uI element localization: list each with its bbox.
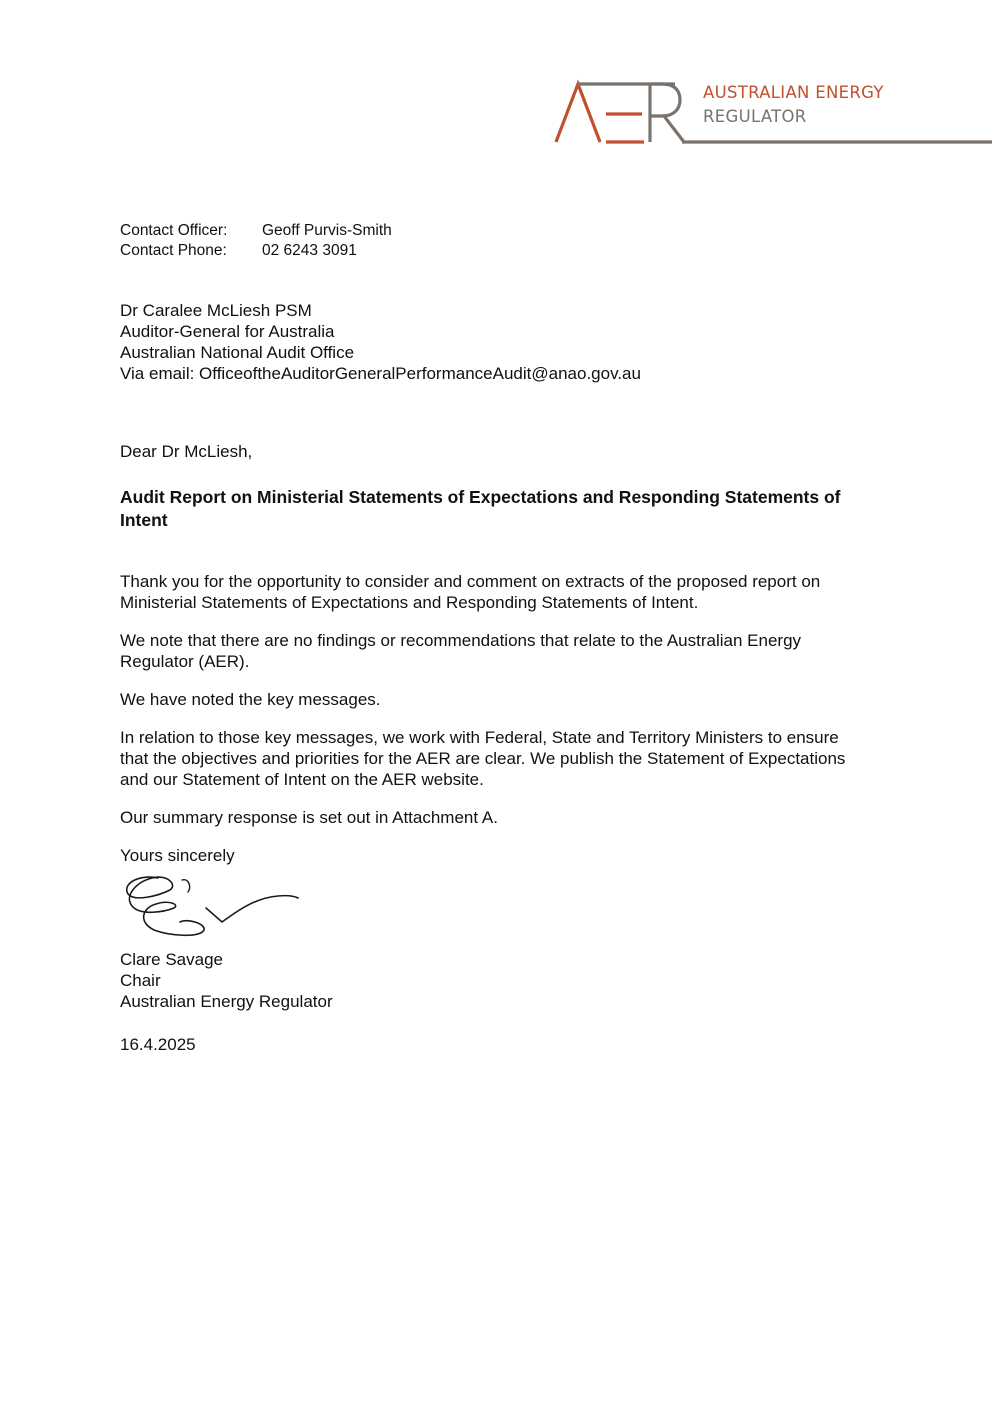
contact-officer-value: Geoff Purvis-Smith <box>262 222 392 239</box>
contact-officer-row <box>120 221 392 241</box>
signature-icon <box>118 866 308 946</box>
org-name-line-1: AUSTRALIAN ENERGY <box>703 83 884 102</box>
contact-phone-label: Contact Phone: <box>120 242 227 259</box>
subject-heading: Audit Report on Ministerial Statements of Expectations and Responding Statements of Intent <box>120 487 841 530</box>
recipient-office: Australian National Audit Office <box>120 343 355 362</box>
recipient-name: Dr Caralee McLiesh PSM <box>120 301 312 320</box>
recipient-title: Auditor-General for Australia <box>120 322 335 341</box>
signatory-organisation: Australian Energy Regulator <box>120 992 333 1011</box>
body-paragraph: Thank you for the opportunity to consider and comment on extracts of the proposed report on Ministerial Statements of Expectations and Responding Statements of Intent. <box>120 572 821 612</box>
org-name-line-2: REGULATOR <box>703 107 807 126</box>
body-paragraph: We have noted the key messages. <box>120 690 381 709</box>
contact-phone-value: 02 6243 3091 <box>262 242 357 259</box>
contact-officer-label: Contact Officer: <box>120 222 228 239</box>
salutation: Dear Dr McLiesh, <box>120 442 253 461</box>
body-paragraph: In relation to those key messages, we work with Federal, State and Territory Ministers to ensure that the objectives and priorities for the AER are clear. We publish the Statement of Expectations and our Statement of Intent on the AER website. <box>120 728 846 789</box>
recipient-address <box>120 300 641 384</box>
recipient-email: Via email: OfficeoftheAuditorGeneralPerformanceAudit@anao.gov.au <box>120 364 641 383</box>
body-paragraph: We note that there are no findings or recommendations that relate to the Australian Energy Regulator (AER). <box>120 631 802 671</box>
contact-block <box>120 221 392 261</box>
letter-date: 16.4.2025 <box>120 1035 196 1054</box>
letter-body <box>120 571 870 883</box>
signatory-role: Chair <box>120 971 161 990</box>
signatory-name: Clare Savage <box>120 950 224 969</box>
closing: Yours sincerely <box>120 846 235 865</box>
org-name <box>703 81 884 129</box>
signatory-block <box>120 949 333 1012</box>
contact-phone-row <box>120 241 392 261</box>
handwritten-signature <box>118 866 308 951</box>
body-paragraph: Our summary response is set out in Attachment A. <box>120 808 498 827</box>
aer-logo <box>550 76 992 148</box>
